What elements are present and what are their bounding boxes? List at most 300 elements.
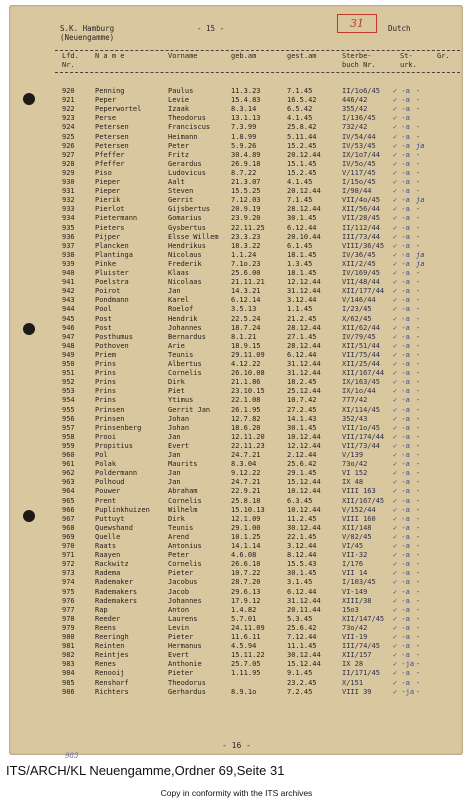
row-number: 950 <box>62 360 75 368</box>
row-surname: Pieters <box>95 223 125 232</box>
row-surname: Prins <box>95 396 117 405</box>
row-birthdate: 7.1o.23 <box>231 259 261 268</box>
row-register-nr: V/117/45 <box>342 168 376 177</box>
row-deathdate: 25.6.42 <box>287 460 317 469</box>
row-birthdate: 24.7.21 <box>231 478 261 487</box>
row-birthdate: 8.7.22 <box>231 168 257 177</box>
row-surname: Richters <box>95 687 129 696</box>
row-check-mark: ✓ -a <box>393 423 410 432</box>
row-firstname: Pieter <box>168 669 194 678</box>
row-birthdate: 25.7.05 <box>231 660 261 669</box>
row-firstname: Pieter <box>168 569 194 578</box>
row-birthdate: 15.5.25 <box>231 187 261 196</box>
row-firstname: Gijsbertus <box>168 205 211 214</box>
row-birthdate: 8.1.21 <box>231 332 257 341</box>
row-birthdate: 18.9.15 <box>231 341 261 350</box>
row-register-nr: 446/42 <box>342 96 368 105</box>
row-check-mark: ✓ -a <box>393 205 410 214</box>
row-register-nr: 355/42 <box>342 105 368 114</box>
row-birthdate: 26.9.18 <box>231 159 261 168</box>
row-annotation: - <box>416 605 421 614</box>
row-surname: Prinsenberg <box>95 423 142 432</box>
row-firstname: Dirk <box>168 378 185 387</box>
row-check-mark: ✓ -a <box>393 223 410 232</box>
row-deathdate: 25.12.44 <box>287 387 321 396</box>
row-register-nr: V/152/44 <box>342 505 376 514</box>
row-firstname: Izaak <box>168 105 190 114</box>
row-register-nr: XII/25/44 <box>342 360 380 368</box>
row-number: 933 <box>62 205 75 214</box>
row-birthdate: 26.1.95 <box>231 405 261 414</box>
row-annotation: - <box>416 569 421 578</box>
row-deathdate: 10.12.44 <box>287 505 321 514</box>
row-surname: Pol <box>95 451 108 459</box>
row-number: 939 <box>62 259 75 268</box>
row-birthdate: 29.11.09 <box>231 350 265 359</box>
row-firstname: Levin <box>168 623 190 632</box>
row-check-mark: ✓ -a <box>393 378 410 387</box>
row-number: 922 <box>62 105 75 114</box>
row-check-mark: ✓ -a <box>393 250 410 259</box>
row-firstname: Hendrik <box>168 314 198 323</box>
row-firstname: Paulus <box>168 87 194 95</box>
row-register-nr: IX/163/45 <box>342 378 380 387</box>
row-check-mark: ✓ -a <box>393 323 410 332</box>
row-birthdate: 18.7.24 <box>231 323 261 332</box>
row-firstname: Cornelis <box>168 369 202 378</box>
row-firstname: Arie <box>168 341 185 350</box>
row-number: 977 <box>62 605 75 614</box>
row-check-mark: ✓ -a <box>393 596 410 605</box>
row-register-nr: XII/147/45 <box>342 614 385 623</box>
row-check-mark: ✓ -a <box>393 187 410 196</box>
row-firstname: Arend <box>168 532 190 541</box>
row-check-mark: ✓ -a <box>393 651 410 660</box>
row-deathdate: 5.11.44 <box>287 132 317 141</box>
row-deathdate: 2.12.44 <box>287 451 317 459</box>
row-deathdate: 15.1.45 <box>287 159 317 168</box>
row-check-mark: ✓ -a <box>393 396 410 405</box>
row-annotation: - <box>416 487 421 496</box>
row-firstname: Hendrikus <box>168 241 206 250</box>
row-birthdate: 22.11.23 <box>231 441 265 450</box>
row-annotation: - <box>416 560 421 569</box>
row-surname: Prins <box>95 378 117 387</box>
header-rule <box>55 50 460 51</box>
row-number: 970 <box>62 542 75 550</box>
row-number: 923 <box>62 114 75 123</box>
row-surname: Prinsen <box>95 414 125 423</box>
row-surname: Peper <box>95 96 117 105</box>
row-birthdate: 10.1.25 <box>231 532 261 541</box>
row-check-mark: ✓ -a <box>393 432 410 441</box>
row-number: 975 <box>62 587 75 596</box>
row-number: 956 <box>62 414 75 423</box>
row-birthdate: 26.10.08 <box>231 369 265 378</box>
row-firstname: Cornelis <box>168 560 202 569</box>
row-birthdate: 1.11.95 <box>231 669 261 678</box>
row-birthdate: 29.6.13 <box>231 587 261 596</box>
row-number: 953 <box>62 387 75 396</box>
row-firstname: Hermanus <box>168 642 202 651</box>
row-register-nr: II/112/44 <box>342 223 380 232</box>
row-annotation: - <box>416 505 421 514</box>
row-birthdate: 28.7.20 <box>231 578 261 587</box>
row-number: 974 <box>62 578 75 587</box>
row-firstname: Gysbertus <box>168 223 206 232</box>
row-annotation: - <box>416 168 421 177</box>
row-annotation: - <box>416 123 421 132</box>
column-sterbebuch: Sterbe- buch Nr. <box>342 52 376 69</box>
row-number: 961 <box>62 460 75 469</box>
row-check-mark: ✓ -a <box>393 87 410 95</box>
row-deathdate: 16.5.42 <box>287 96 317 105</box>
row-deathdate: 12.12.44 <box>287 278 321 287</box>
row-number: 984 <box>62 669 75 678</box>
row-check-mark: ✓ -a <box>393 514 410 523</box>
row-annotation: - <box>416 551 421 560</box>
row-annotation: - <box>416 360 421 368</box>
row-firstname: Theodorus <box>168 678 206 687</box>
row-deathdate: 21.2.45 <box>287 314 317 323</box>
row-firstname: Piet <box>168 387 185 396</box>
row-birthdate: 4.12.22 <box>231 360 261 368</box>
row-register-nr: III/74/45 <box>342 642 380 651</box>
row-firstname: Maurits <box>168 460 198 469</box>
row-number: 955 <box>62 405 75 414</box>
row-deathdate: 30.12.44 <box>287 523 321 532</box>
row-annotation: - <box>416 405 421 414</box>
row-firstname: Jan <box>168 469 181 478</box>
row-firstname: Wilhelm <box>168 505 198 514</box>
row-surname: Renshorf <box>95 678 129 687</box>
row-annotation: - <box>416 523 421 532</box>
row-annotation: - <box>416 205 421 214</box>
row-deathdate: 25.8.42 <box>287 123 317 132</box>
row-birthdate: 18.6.20 <box>231 423 261 432</box>
row-annotation: - <box>416 187 421 196</box>
row-check-mark: ✓ -a <box>393 523 410 532</box>
row-surname: Puplinkhuizen <box>95 505 150 514</box>
row-surname: Polak <box>95 460 117 469</box>
row-birthdate: 1.1.24 <box>231 250 257 259</box>
row-check-mark: ✓ -a <box>393 241 410 250</box>
row-check-mark: ✓ -a <box>393 542 410 550</box>
row-annotation: - <box>416 514 421 523</box>
row-deathdate: 6.12.44 <box>287 350 317 359</box>
punch-hole <box>23 323 35 335</box>
row-check-mark: ✓ -a <box>393 560 410 569</box>
row-deathdate: 29.1.45 <box>287 469 317 478</box>
row-surname: Poelstra <box>95 278 129 287</box>
row-birthdate: 1.8.99 <box>231 132 257 141</box>
row-birthdate: 11.6.11 <box>231 633 261 641</box>
row-surname: Pinke <box>95 259 117 268</box>
row-surname: Rap <box>95 605 108 614</box>
row-check-mark: ✓ -a <box>393 578 410 587</box>
row-annotation: - <box>416 633 421 641</box>
row-number: 985 <box>62 678 75 687</box>
row-surname: Pieper <box>95 187 121 196</box>
row-deathdate: 18.1.45 <box>287 250 317 259</box>
row-number: 927 <box>62 150 75 159</box>
row-deathdate: 1.1.45 <box>287 305 313 314</box>
row-surname: Post <box>95 323 112 332</box>
row-annotation: - <box>416 232 421 241</box>
row-register-nr: VII-19 <box>342 633 368 641</box>
row-register-nr: VI/45 <box>342 542 364 550</box>
row-number: 930 <box>62 178 75 186</box>
row-register-nr: VII/4o/45 <box>342 196 380 205</box>
row-annotation: - <box>416 578 421 587</box>
row-birthdate: 4.6.08 <box>231 551 257 560</box>
row-register-nr: IV/5o/45 <box>342 159 376 168</box>
row-birthdate: 24.11.09 <box>231 623 265 632</box>
row-firstname: Frederik <box>168 259 202 268</box>
row-birthdate: 29.1.00 <box>231 523 261 532</box>
row-check-mark: ✓ -a <box>393 642 410 651</box>
row-number: 957 <box>62 423 75 432</box>
row-number: 938 <box>62 250 75 259</box>
row-annotation: - <box>416 651 421 660</box>
column-urk: St- urk. <box>400 52 417 69</box>
row-deathdate: 15.5.43 <box>287 560 317 569</box>
row-number: 928 <box>62 159 75 168</box>
row-birthdate: 7.3.99 <box>231 123 257 132</box>
punch-hole <box>23 510 35 522</box>
row-surname: Reens <box>95 623 117 632</box>
row-firstname: Laurens <box>168 614 198 623</box>
row-firstname: Steven <box>168 187 194 196</box>
row-surname: Propitius <box>95 441 133 450</box>
row-annotation: - <box>416 542 421 550</box>
row-firstname: Johan <box>168 423 190 432</box>
row-surname: Pieper <box>95 178 121 186</box>
row-deathdate: 15.12.44 <box>287 660 321 669</box>
row-register-nr: 73o/42 <box>342 623 368 632</box>
row-deathdate: 4.1.45 <box>287 114 313 123</box>
row-number: 942 <box>62 287 75 296</box>
row-register-nr: 15o3 <box>342 605 359 614</box>
row-annotation: - <box>416 387 421 396</box>
row-annotation: - <box>416 223 421 232</box>
row-deathdate: 18.2.45 <box>287 378 317 387</box>
row-birthdate: 8.3.14 <box>231 105 257 114</box>
row-number: 940 <box>62 269 75 277</box>
row-number: 980 <box>62 633 75 641</box>
row-firstname: Nicolaus <box>168 250 202 259</box>
row-register-nr: 777/42 <box>342 396 368 405</box>
row-deathdate: 20.11.44 <box>287 605 321 614</box>
row-check-mark: ✓ -a <box>393 296 410 305</box>
row-number: 935 <box>62 223 75 232</box>
row-firstname: Teunis <box>168 350 194 359</box>
row-number: 978 <box>62 614 75 623</box>
row-number: 965 <box>62 496 75 505</box>
row-register-nr: IX/1o7/44 <box>342 150 380 159</box>
row-deathdate: 28.12.44 <box>287 323 321 332</box>
row-register-nr: XIII/38 <box>342 596 372 605</box>
row-firstname: Levie <box>168 96 190 105</box>
row-number: 947 <box>62 332 75 341</box>
row-register-nr: 732/42 <box>342 123 368 132</box>
row-number: 959 <box>62 441 75 450</box>
row-birthdate: 18.3.22 <box>231 241 261 250</box>
row-check-mark: ✓ -a <box>393 314 410 323</box>
row-birthdate: 15.4.83 <box>231 96 261 105</box>
column-name: N a m e <box>95 52 125 60</box>
punch-hole <box>23 93 35 105</box>
row-register-nr: X/62/45 <box>342 314 372 323</box>
row-annotation: - <box>416 332 421 341</box>
row-deathdate: 22.1.45 <box>287 532 317 541</box>
row-register-nr: II/171/45 <box>342 669 380 678</box>
row-firstname: Ludovicus <box>168 168 206 177</box>
row-annotation: - <box>416 287 421 296</box>
row-number: 925 <box>62 132 75 141</box>
camp-name: S.K. Hamburg <box>60 24 115 33</box>
row-check-mark: ✓ -a <box>393 305 410 314</box>
row-register-nr: IX 28 <box>342 660 364 669</box>
row-firstname: Franciscus <box>168 123 211 132</box>
row-deathdate: 28.12.44 <box>287 205 321 214</box>
row-birthdate: 21.11.21 <box>231 278 265 287</box>
row-firstname: Ytimus <box>168 396 194 405</box>
row-surname: Pierik <box>95 196 121 205</box>
row-deathdate: 5.3.45 <box>287 614 313 623</box>
row-number: 948 <box>62 341 75 350</box>
row-deathdate: 7.2.45 <box>287 687 313 696</box>
row-firstname: Jan <box>168 451 181 459</box>
row-register-nr: VI 152 <box>342 469 368 478</box>
row-number: 941 <box>62 278 75 287</box>
row-birthdate: 22.5.24 <box>231 314 261 323</box>
row-number: 924 <box>62 123 75 132</box>
row-surname: Radema <box>95 569 121 578</box>
row-register-nr: XII/177/44 <box>342 287 385 296</box>
row-birthdate: 15.11.22 <box>231 651 265 660</box>
row-number: 932 <box>62 196 75 205</box>
row-number: 952 <box>62 378 75 387</box>
row-annotation: - <box>416 441 421 450</box>
row-check-mark: ✓ -a <box>393 114 410 123</box>
row-firstname: Peter <box>168 551 190 560</box>
row-deathdate: 10.12.44 <box>287 432 321 441</box>
row-birthdate: 4.5.94 <box>231 642 257 651</box>
row-deathdate: 6.1.45 <box>287 241 313 250</box>
row-number: 920 <box>62 87 75 95</box>
row-firstname: Jan <box>168 478 181 487</box>
row-number: 971 <box>62 551 75 560</box>
row-number: 981 <box>62 642 75 651</box>
row-register-nr: V/139 <box>342 451 364 459</box>
row-number: 926 <box>62 141 75 150</box>
row-check-mark: ✓ -a <box>393 551 410 560</box>
row-check-mark: ✓ -a <box>393 269 410 277</box>
row-check-mark: ✓ -a <box>393 287 410 296</box>
row-number: 966 <box>62 505 75 514</box>
row-surname: Poldermann <box>95 469 138 478</box>
row-annotation: - <box>416 87 421 95</box>
row-birthdate: 3.5.13 <box>231 305 257 314</box>
page-marker: - 15 - <box>197 24 225 33</box>
row-check-mark: ✓ -a <box>393 623 410 632</box>
row-register-nr: XII/148 <box>342 523 372 532</box>
row-surname: Renooij <box>95 669 125 678</box>
camp-subname: (Neuengamme) <box>60 33 115 42</box>
row-birthdate: 23.9.20 <box>231 214 261 223</box>
row-annotation: ja <box>416 141 425 150</box>
row-register-nr: VII/48/44 <box>342 278 380 287</box>
row-annotation: - <box>416 623 421 632</box>
row-register-nr: VII/75/44 <box>342 350 380 359</box>
row-firstname: Aalt <box>168 178 185 186</box>
row-deathdate: 30.1.45 <box>287 423 317 432</box>
row-surname: Perse <box>95 114 117 123</box>
row-annotation: - <box>416 314 421 323</box>
row-birthdate: 14.3.21 <box>231 287 261 296</box>
row-number: 969 <box>62 532 75 541</box>
header-rule-bottom <box>55 72 460 73</box>
row-firstname: Anton <box>168 605 190 614</box>
row-surname: Pierlot <box>95 205 125 214</box>
row-number: 954 <box>62 396 75 405</box>
row-annotation: - <box>416 150 421 159</box>
row-number: 973 <box>62 569 75 578</box>
row-surname: Quewshand <box>95 523 133 532</box>
row-deathdate: 20.12.44 <box>287 187 321 196</box>
row-register-nr: IV/53/45 <box>342 141 376 150</box>
row-annotation: - <box>416 660 421 669</box>
row-firstname: Elsse Willem <box>168 232 219 241</box>
row-check-mark: ✓ -a <box>393 469 410 478</box>
handwritten-page-number: 31 <box>337 14 377 33</box>
row-annotation: - <box>416 369 421 378</box>
row-register-nr: 352/43 <box>342 414 368 423</box>
row-annotation: - <box>416 669 421 678</box>
row-annotation: - <box>416 296 421 305</box>
row-surname: Pietermann <box>95 214 138 223</box>
row-check-mark: ✓ -a <box>393 105 410 114</box>
row-check-mark: ✓ -a <box>393 614 410 623</box>
row-surname: Raats <box>95 542 117 550</box>
row-check-mark: ✓ -a <box>393 360 410 368</box>
row-surname: Rademakers <box>95 587 138 596</box>
row-birthdate: 5.7.01 <box>231 614 257 623</box>
row-deathdate: 3.12.44 <box>287 542 317 550</box>
row-birthdate: 25.8.18 <box>231 496 261 505</box>
row-firstname: Evert <box>168 651 190 660</box>
row-birthdate: 8.9.1o <box>231 687 257 696</box>
row-annotation: - <box>416 341 421 350</box>
row-surname: Piso <box>95 168 112 177</box>
column-geb: geb.am <box>231 52 257 60</box>
row-check-mark: ✓ -a <box>393 278 410 287</box>
row-number: 968 <box>62 523 75 532</box>
column-gr: Gr. <box>437 52 450 60</box>
row-deathdate: 15.12.44 <box>287 478 321 487</box>
row-register-nr: XII/51/44 <box>342 341 380 350</box>
row-register-nr: XI/114/45 <box>342 405 380 414</box>
row-deathdate: 27.1.45 <box>287 332 317 341</box>
row-firstname: Gerrit Jan <box>168 405 211 414</box>
row-firstname: Gomarius <box>168 214 202 223</box>
row-check-mark: ✓ -a <box>393 332 410 341</box>
nationality-label: Dutch <box>388 24 411 33</box>
row-surname: Penning <box>95 87 125 95</box>
row-deathdate: 6.5.42 <box>287 105 313 114</box>
row-register-nr: I/23/45 <box>342 305 372 314</box>
